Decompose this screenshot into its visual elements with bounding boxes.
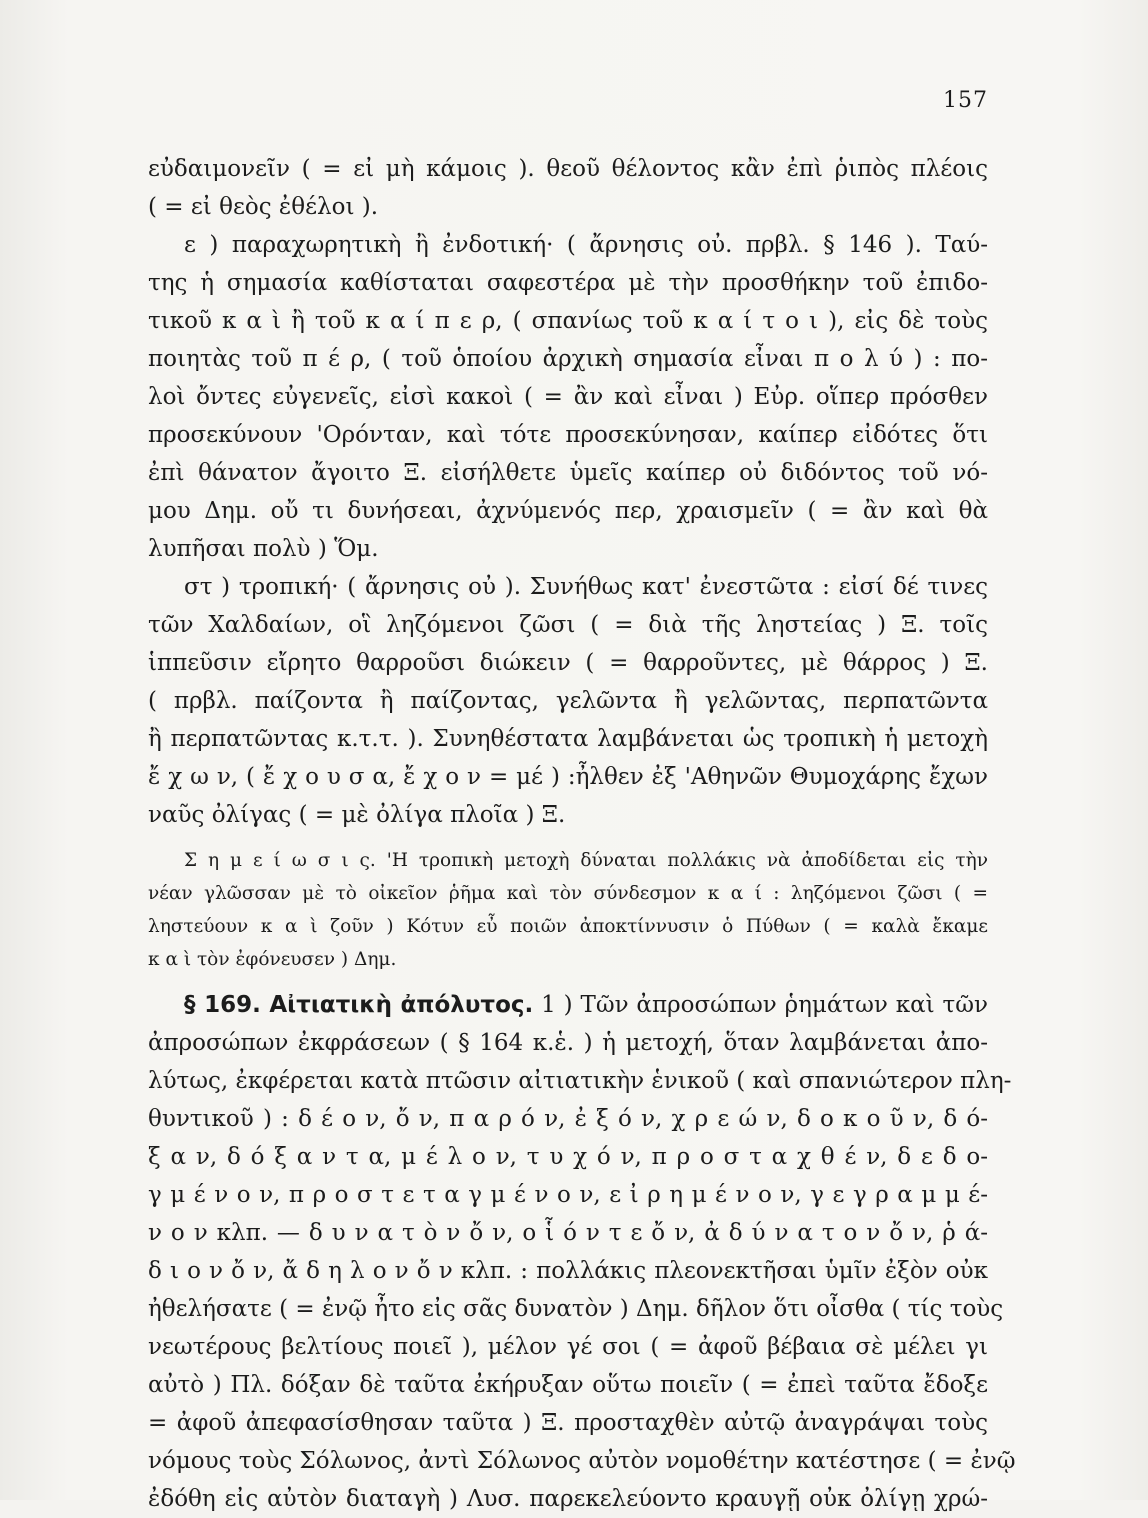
text-line: ἐπὶ θάνατον ἄγοιτο Ξ. εἰσήλθετε ὑμεῖς καίπερ οὐ διδόντος τοῦ νό-: [148, 460, 988, 486]
text-line: γ μ έ ν ο ν, π ρ ο σ τ ε τ α γ μ έ ν ο ν, ε ἰ ρ η μ έ ν ο ν, γ ε γ ρ α μ μ έ-: [148, 1182, 988, 1208]
text-line: τῶν Χαλδαίων, οἳ ληζόμενοι ζῶσι ( = διὰ τῆς ληστείας ) Ξ. τοῖς: [148, 612, 988, 638]
section-first-line-text: 1 ) Τῶν ἀπροσώπων ῥημάτων καὶ τῶν: [533, 992, 988, 1018]
text-line: θυντικοῦ ) : δ έ ο ν, ὄ ν, π α ρ ό ν, ἐ ξ ό ν, χ ρ ε ώ ν, δ ο κ ο ῦ ν, δ ό-: [148, 1106, 988, 1132]
text-line: ξ α ν, δ ό ξ α ν τ α, μ έ λ ο ν, τ υ χ ό ν, π ρ ο σ τ α χ θ έ ν, δ ε δ ο-: [148, 1144, 988, 1170]
section-first-line: [148, 986, 988, 1024]
main-text: [148, 150, 1016, 1518]
note-line: Σ η μ ε ί ω σ ι ς. 'Η τροπικὴ μετοχὴ δύναται πολλάκις νὰ ἀποδίδεται εἰς τὴν: [184, 850, 988, 871]
note-line: κ α ὶ τὸν ἐφόνευσεν ) Δημ.: [148, 949, 397, 970]
text-line: = ἀφοῦ ἀπεφασίσθησαν ταῦτα ) Ξ. προσταχθὲν αὐτῷ ἀναγράψαι τοὺς: [148, 1410, 988, 1436]
text-line: λυπῆσαι πολὺ ) Ὅμ.: [148, 536, 379, 562]
note-block: [148, 844, 988, 976]
text-line: τικοῦ κ α ὶ ἢ τοῦ κ α ί π ε ρ, ( σπανίως τοῦ κ α ί τ ο ι ), εἰς δὲ τοὺς: [148, 308, 988, 334]
text-line: ε ) παραχωρητικὴ ἢ ἐνδοτική· ( ἄρνησις οὐ. πρβλ. § 146 ). Ταύ-: [184, 232, 988, 258]
text-line: ἔ χ ω ν, ( ἔ χ ο υ σ α, ἔ χ ο ν = μέ ) :ἦλθεν ἐξ 'Αθηνῶν Θυμοχάρης ἔχων: [148, 764, 988, 790]
text-line: δ ι ο ν ὄ ν, ἄ δ η λ ο ν ὄ ν κλπ. : πολλάκις πλεονεκτῆσαι ὑμῖν ἐξὸν οὐκ: [148, 1258, 988, 1284]
text-line: μου Δημ. οὔ τι δυνήσεαι, ἀχνύμενός περ, χραισμεῖν ( = ἂν καὶ θὰ: [148, 498, 988, 524]
section-heading: § 169. Αἰτιατικὴ ἀπόλυτος.: [184, 992, 534, 1018]
text-line: νεωτέρους βελτίους ποιεῖ ), μέλον γέ σοι ( = ἀφοῦ βέβαια σὲ μέλει γι: [148, 1334, 988, 1360]
page-number: 157: [943, 88, 988, 113]
text-line: ἠθελήσατε ( = ἐνῷ ἦτο εἰς σᾶς δυνατὸν ) Δημ. δῆλον ὅτι οἶσθα ( τίς τοὺς: [148, 1296, 1004, 1322]
text-line: νόμους τοὺς Σόλωνος, ἀντὶ Σόλωνος αὐτὸν νομοθέτην κατέστησε ( = ἐνῷ: [148, 1448, 1016, 1474]
text-line: προσεκύνουν 'Ορόνταν, καὶ τότε προσεκύνησαν, καίπερ εἰδότες ὅτι: [148, 422, 988, 448]
text-line: λοὶ ὄντες εὐγενεῖς, εἰσὶ κακοὶ ( = ἂν καὶ εἶναι ) Εὐρ. οἵπερ πρόσθεν: [148, 384, 988, 410]
text-line: της ἡ σημασία καθίσταται σαφεστέρα μὲ τὴν προσθήκην τοῦ ἐπιδο-: [148, 270, 988, 296]
section-169: [148, 986, 1016, 1518]
text-line: λύτως, ἐκφέρεται κατὰ πτῶσιν αἰτιατικὴν ἑνικοῦ ( καὶ σπανιώτερον πλη-: [148, 1068, 1012, 1094]
text-line: ἀπροσώπων ἐκφράσεων ( § 164 κ.ἑ. ) ἡ μετοχή, ὅταν λαμβάνεται ἀπο-: [148, 1030, 988, 1056]
text-line: εὐδαιμονεῖν ( = εἰ μὴ κάμοις ). θεοῦ θέλοντος κἂν ἐπὶ ῥιπὸς πλέοις: [148, 156, 988, 182]
text-line: ποιητὰς τοῦ π έ ρ, ( τοῦ ὁποίου ἀρχικὴ σημασία εἶναι π ο λ ύ ) : πο-: [148, 346, 988, 372]
note-line: ληστεύουν κ α ὶ ζοῦν ) Κότυν εὖ ποιῶν ἀποκτίννυσιν ὁ Πύθων ( = καλὰ ἔκαμε: [148, 916, 988, 937]
text-line: ἱππεῦσιν εἴρητο θαρροῦσι διώκειν ( = θαρροῦντες, μὲ θάρρος ) Ξ.: [148, 650, 988, 676]
text-line: ( πρβλ. παίζοντα ἢ παίζοντας, γελῶντα ἢ γελῶντας, περπατῶντα: [148, 688, 988, 714]
text-line: ἐδόθη εἰς αὐτὸν διαταγὴ ) Λυσ. παρεκελεύοντο κραυγῇ οὐκ ὀλίγῃ χρώ-: [148, 1486, 988, 1512]
note-line: νέαν γλῶσσαν μὲ τὸ οἰκεῖον ῥῆμα καὶ τὸν σύνδεσμον κ α ί : ληζόμενοι ζῶσι ( =: [148, 883, 988, 904]
text-line: ἢ περπατῶντας κ.τ.τ. ). Συνηθέστατα λαμβάνεται ὡς τροπικὴ ἡ μετοχὴ: [148, 726, 988, 752]
text-line: ( = εἰ θεὸς ἐθέλοι ).: [148, 194, 379, 220]
text-line: στ ) τροπική· ( ἄρνησις οὐ ). Συνήθως κατ' ἐνεστῶτα : εἰσί δέ τινες: [184, 574, 988, 600]
text-line: ν ο ν κλπ. — δ υ ν α τ ὸ ν ὄ ν, ο ἷ ό ν τ ε ὄ ν, ἀ δ ύ ν α τ ο ν ὄ ν, ῥ ά-: [148, 1220, 988, 1246]
text-line: αὐτὸ ) Πλ. δόξαν δὲ ταῦτα ἐκήρυξαν οὕτω ποιεῖν ( = ἐπεὶ ταῦτα ἔδοξε: [148, 1372, 988, 1398]
text-line: ναῦς ὀλίγας ( = μὲ ὀλίγα πλοῖα ) Ξ.: [148, 802, 566, 828]
